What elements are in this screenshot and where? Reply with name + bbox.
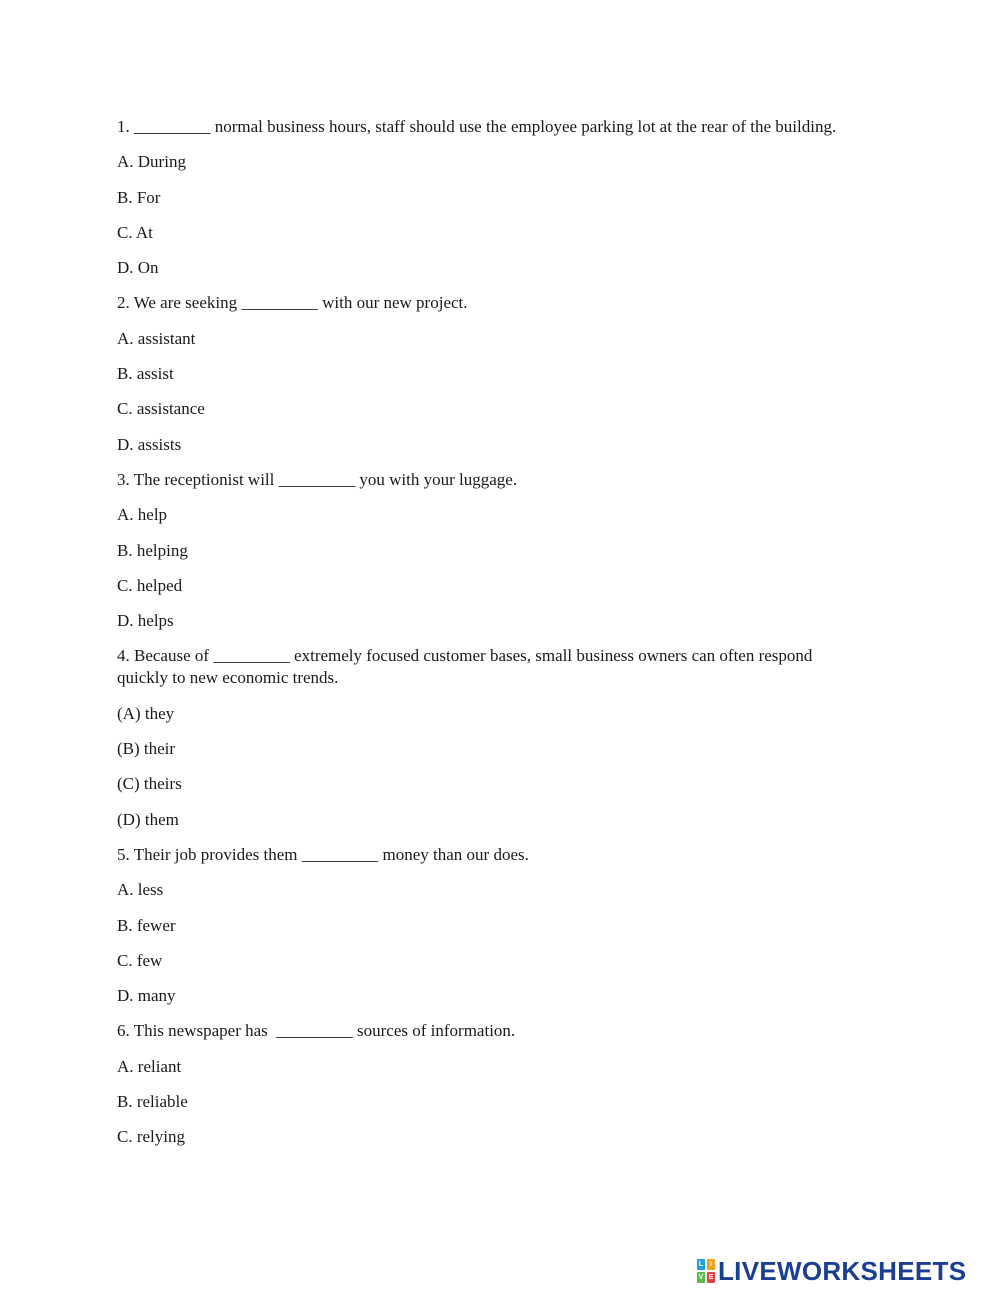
question-2-stem: 2. We are seeking _________ with our new project. <box>117 293 468 313</box>
question-5-stem: 5. Their job provides them _________ money than our does. <box>117 844 529 864</box>
question-2-option-d[interactable]: D. assists <box>117 434 182 454</box>
question-1-option-d[interactable]: D. On <box>117 258 159 278</box>
question-6-option-a[interactable]: A. reliant <box>117 1056 182 1076</box>
badge-letter-l: L <box>698 1261 704 1268</box>
question-2-option-b[interactable]: B. assist <box>117 364 174 384</box>
question-3-stem: 3. The receptionist will _________ you with your luggage. <box>117 469 518 489</box>
question-3-option-d[interactable]: D. helps <box>117 611 174 631</box>
question-3-option-c[interactable]: C. helped <box>117 575 183 595</box>
badge-letter-e: E <box>708 1274 714 1281</box>
question-3-option-a[interactable]: A. help <box>117 505 168 525</box>
question-2-option-a[interactable]: A. assistant <box>117 328 196 348</box>
question-1-option-c[interactable]: C. At <box>117 222 153 242</box>
live-badge-icon <box>697 1259 715 1283</box>
question-4-stem: 4. Because of _________ extremely focused customer bases, small business owners can often respond quickly to new economic trends. <box>117 646 817 688</box>
question-4-option-d[interactable]: (D) them <box>117 809 179 829</box>
question-1-option-a[interactable]: A. During <box>117 152 186 172</box>
question-4-option-b[interactable]: (B) their <box>117 739 176 759</box>
logo-wordmark: LIVEWORKSHEETS <box>718 1256 967 1286</box>
question-1-option-b[interactable]: B. For <box>117 187 161 207</box>
question-2-option-c[interactable]: C. assistance <box>117 399 205 419</box>
question-6-option-c[interactable]: C. relying <box>117 1127 185 1147</box>
question-1-stem: 1. _________ normal business hours, staff should use the employee parking lot at the rear of the building. <box>117 117 837 136</box>
question-6-stem: 6. This newspaper has _________ sources of information. <box>117 1021 516 1041</box>
question-4-option-a[interactable]: (A) they <box>117 703 175 723</box>
worksheet <box>117 116 887 1162</box>
badge-letter-v: V <box>698 1274 704 1281</box>
liveworksheets-logo <box>697 1258 966 1284</box>
question-5-option-b[interactable]: B. fewer <box>117 915 176 935</box>
question-4-option-c[interactable]: (C) theirs <box>117 774 182 794</box>
question-5-option-c[interactable]: C. few <box>117 950 163 970</box>
badge-letter-i: I <box>707 1259 715 1270</box>
question-3-option-b[interactable]: B. helping <box>117 540 188 560</box>
question-6-option-b[interactable]: B. reliable <box>117 1092 188 1112</box>
question-5-option-a[interactable]: A. less <box>117 880 164 900</box>
question-5-option-d[interactable]: D. many <box>117 986 176 1006</box>
